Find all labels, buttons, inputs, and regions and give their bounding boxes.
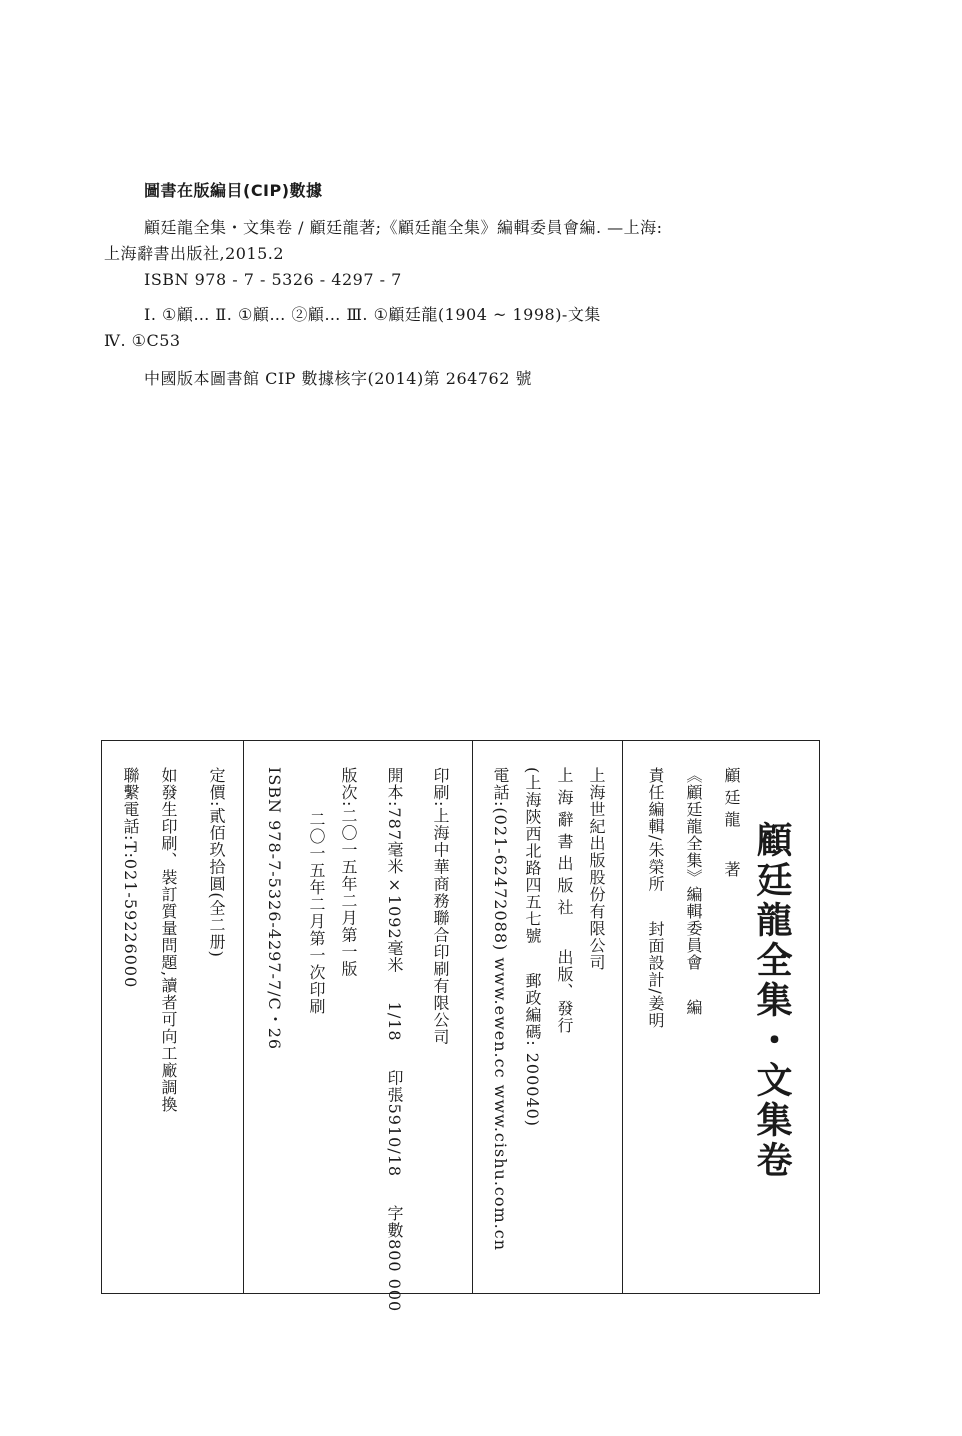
notice-line: 如發生印刷、裝訂質量問題,讀者可向工廠調換 [159,767,178,1114]
staff-line [639,767,671,1029]
editor-line [677,767,709,1016]
author-name: 顧廷龍 [722,767,741,833]
cip-line-6: 中國版本圖書館 CIP 數據核字(2014)第 264762 號 [144,369,532,388]
author-role: 著 [722,861,741,883]
publisher-line [548,767,580,1034]
format-words: 字數800 000 [385,1205,404,1313]
editor-role: 編 [684,999,703,1016]
editor-committee: 《顧廷龍全集》編輯委員會 [684,767,703,971]
format-sheets: 印張59 [385,1069,404,1126]
publisher-group: 上海世紀出版股份有限公司 [587,767,606,971]
responsible-editor: 責任編輯/朱榮所 [646,767,665,893]
cip-line-4: Ⅰ. ①顧… Ⅱ. ①顧… ②顧… Ⅲ. ①顧廷龍(1904 ~ 1998)-文集 [144,305,601,324]
printing: 二〇一五年二月第一次印刷 [307,811,326,1015]
edition-label: 版次: [339,767,358,808]
cip-line-5: Ⅳ. ①C53 [104,331,181,350]
cip-line-3: ISBN 978 - 7 - 5326 - 4297 - 7 [144,270,402,289]
cip-line-1: 顧廷龍全集・文集卷 / 顧廷龍著;《顧廷龍全集》編輯委員會編. —上海: [144,218,663,237]
address: (上海陝西北路四五七號 [523,767,542,945]
publisher-name: 上海辭書出版社 [555,767,574,921]
publisher-role: 出版、發行 [555,949,574,1034]
divider-publisher [472,741,473,1293]
format-sheets-numerator: 10 [385,1125,404,1149]
colophon-box [101,740,820,1313]
author-line [715,767,747,883]
cover-design: 封面設計/姜明 [646,920,665,1029]
format-line: 開本:787毫米×1092毫米1/18印張5910/18字數800 000 [385,767,404,1313]
edition: 二〇一五年二月第一版 [339,807,358,978]
edition-line [332,767,364,977]
contact-line: 聯繫電話:T:021-59226000 [121,767,140,989]
price-line: 定價:貳佰玖拾圓(全二册) [207,767,226,958]
cip-heading: 圖書在版編目(CIP)數據 [144,181,323,200]
cip-line-2: 上海辭書出版社,2015.2 [104,244,285,263]
postcode: 郵政編碼: 200040) [523,972,542,1128]
format-sheets-denominator: 18 [385,1154,404,1178]
phone-web-line: 電話:(021-62472088) www.ewen.cc www.cishu.com.cn [491,767,510,1252]
book-title: 顧廷龍全集・文集卷 [751,821,793,1181]
printer-line: 印刷:上海中華商務聯合印刷有限公司 [431,767,450,1046]
printing-line [300,767,332,1015]
divider-specs [243,741,244,1293]
address-line [516,767,548,1127]
format-fold: 1/18 [385,1001,404,1042]
format-size: 開本:787毫米×1092毫米 [385,767,404,974]
isbn-line: ISBN 978-7-5326-4297-7/C・26 [265,767,284,1051]
divider-title [622,741,623,1293]
